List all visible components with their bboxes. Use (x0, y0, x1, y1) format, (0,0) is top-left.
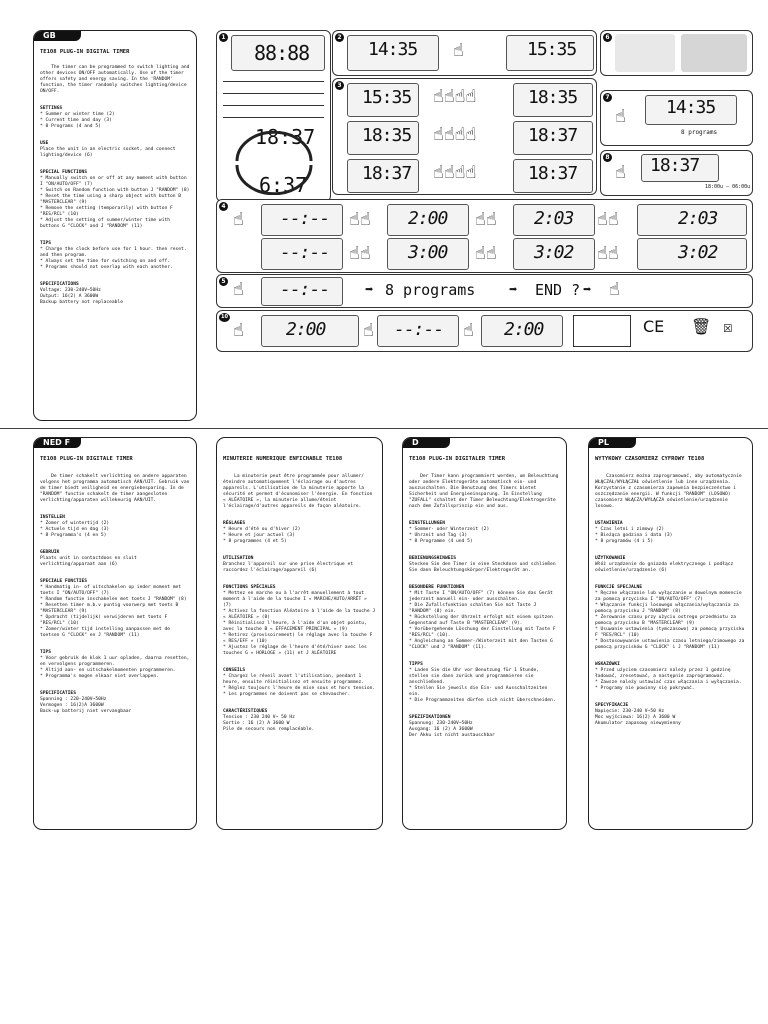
divider-line (223, 93, 324, 94)
timer-display (261, 315, 359, 347)
timer-display (347, 121, 419, 155)
pl-heading: WSKAZÓWKI (595, 662, 620, 667)
gb-intro: The timer can be programmed to switch lighting and other devices ON/OFF automatically. Use of the timer offers safety and energy saving. In the 'RANDOM' function, the timer randomly switches lighting/device ON/OFF. (40, 65, 193, 94)
timer-display (261, 238, 343, 270)
display-digits: 18:37 (528, 125, 578, 146)
step-number: 6 (603, 33, 612, 42)
step-5-panel (216, 274, 753, 308)
pl-heading: SPECYFIKACJE (595, 703, 629, 708)
de-heading: EINSTELLUNGEN (409, 521, 445, 526)
de-section: * Laden Sie die Uhr vor Benutzung für 1 Stunde, stellen sie dann zurück und programmieren sie anschließend. * Stellen Sie jeweils die Ein- und Ausschaltzeiten ein. * Die Programmzeiten dürfen sich nicht überschneiden. (409, 668, 556, 703)
timer-display (513, 204, 595, 236)
nl-panel (33, 437, 197, 830)
timer-display (377, 315, 459, 347)
gb-special-heading: SPECIAL FUNCTIONS (40, 170, 88, 175)
de-body (409, 468, 560, 745)
display-digits: 18:35 (362, 125, 412, 146)
weee-bin-icon: 🗑 (691, 317, 712, 336)
fr-section: * Chargez le réveil avant l'utilisation, pendant 1 heure, ensuite réinitialisez et ensuite programmez. * Réglez toujours l'heure de mise sous et hors tension. * Les programmes ne doivent pas se chevaucher. (223, 674, 376, 697)
nl-section: Spanning : 220-240V~50Hz Vermogen : 16(2)A 3600W Back-up batterij niet vervangbaar (40, 697, 132, 714)
timer-display (261, 277, 343, 306)
clock-time: 18:37 (255, 125, 316, 149)
step-number: 10 (219, 313, 230, 322)
display-digits: 14:35 (666, 97, 716, 118)
pl-title: WYTYKOWY CZASOMIERZ CYFROWY TE108 (595, 456, 705, 462)
de-intro: Der Timer kann programmiert werden, um Beleuchtung oder andere Elektrogeräte automatisch ein- und auszuschalten. Die Benutzung des Timers bietet Sicherheit und Energieeinsparung. In Einstellung "ZUFALL" schaltet der Timer Beleuchtung/Elektrogeräte nach dem Zufallsprinzip ein und aus. (409, 474, 562, 509)
step-8-panel (600, 150, 753, 196)
de-section: Spannung: 230-240V~50Hz Ausgang: 16 (2) A 3600W Der Akku ist nicht austauschbar (409, 721, 495, 738)
fr-heading: CARACTÉRISTIQUES (223, 709, 268, 714)
pl-section: * Przed użyciem czasomierz należy przez 1 godzinę ładować, zresetować, a następnie zaprogramować. * Zawsze należy ustawiać czas włączania i wyłączania. * Programy nie powinny się pokrywać. (595, 668, 742, 691)
fr-intro: La minuterie peut être programmée pour allumer/éteindre automatiquement l'éclairage ou d'autres appareils. L'utilisation de la minuterie apporte la sécurité et permet d'économiser l'énergie. En fonction « ALÉATOIRE », la minuterie allume/éteint l'éclairage/d'autres appareils de façon aléatoire. (223, 474, 376, 509)
step-number: 3 (335, 81, 344, 90)
display-digits: 2:00 (408, 208, 448, 229)
display-digits: --:-- (280, 279, 330, 300)
fr-heading: FONCTIONS SPÉCIALES (223, 585, 276, 590)
press-hand-icon: ☝☝ (349, 209, 371, 230)
pl-heading: USTAWIENIA (595, 521, 623, 526)
arrow-right-icon: ➡ (509, 282, 518, 298)
press-hand-icon: ☝☝☝☝ (433, 124, 477, 145)
press-hand-icon: ☝ (463, 320, 474, 341)
step-number: 5 (219, 277, 228, 286)
press-hand-icon: ☝☝ (475, 209, 497, 230)
timer-display (513, 121, 593, 155)
step-10-panel (216, 310, 753, 352)
pl-intro: Czasomierz można zaprogramować, aby automatycznie WŁĄCZAŁ/WYŁĄCZAŁ oświetlenie lub inne urządzenia. Korzystanie z czasomierza zapewnia bezpieczeństwo i oszczędzanie energii. W funkcji "RANDOM" (LOSOWO) czasomierz WŁĄCZA/WYŁĄCZA oświetlenie/urządzenie losowo. (595, 474, 745, 509)
nl-tab: NED F (33, 437, 81, 448)
pl-body (595, 468, 746, 733)
nl-section: * Voor gebruik de klok 1 uur opladen, daarna resetten, en vervolgens programmeren. * Altijd aan- en uitschakelmomenten programmeren. * Programma's mogen elkaar niet overlappen. (40, 656, 190, 679)
fr-heading: UTILISATION (223, 556, 254, 561)
display-digits: 18:35 (528, 87, 578, 108)
gb-use: Place the unit in an electric socket, and connect lighting/device (6) (40, 147, 179, 158)
gb-tips-heading: TIPS (40, 241, 52, 246)
programs-label: 8 programs (385, 281, 476, 299)
display-digits: --:-- (394, 319, 444, 340)
gb-tips: * Charge the clock before use for 1 hour. then reset. and then program. * Always set the time for switching on and off. * Programs should not overlap with each another. (40, 247, 187, 270)
gb-use-heading: USE (40, 141, 49, 146)
display-digits: 15:35 (527, 39, 577, 60)
nl-heading: INSTELLEN (40, 515, 65, 520)
de-heading: SPEZIFIKATIONEN (409, 715, 451, 720)
press-hand-icon: ☝ (233, 320, 244, 341)
display-digits: 2:03 (678, 208, 718, 229)
press-hand-icon: ☝☝ (597, 243, 619, 264)
end-label: END ? (535, 281, 581, 299)
pl-heading: FUNKCJE SPECJALNE (595, 585, 643, 590)
nl-section: * Handmatig in- of uitschakelen op ieder moment met toets I "ON/AUTO/OFF" (7) * Random functie inschakelen met toets J "RANDOM" (8) * Resetten timer m.b.v puntig voorwerp met toets B "MASTERCLEAR" (9) * Opdracht (tijdelijk) verwijderen met toets F "RES/RCL" (10) * Zomer/winter tijd instelling aanpassen met de toetsen G "CLOCK" en J "RANDOM" (11) (40, 585, 187, 638)
fr-section: * Heure d'été ou d'hiver (2) * Heure et jour actuel (3) * 8 programmes (4 et 5) (223, 527, 301, 544)
press-hand-icon: ☝ (615, 162, 626, 183)
pl-heading: UŻYTKOWANIE (595, 556, 626, 561)
nl-heading: TIPS (40, 650, 52, 655)
display-digits: 2:00 (286, 319, 326, 340)
press-hand-icon: ☝ (609, 279, 620, 300)
nl-intro: De timer schakelt verlichting en andere apparaten volgens het programma automatisch AAN/UIT. Gebruik van de timer biedt veiligheid en energiebesparing. In de "RANDOM" functie schakelt de timer aangesloten verlichting/apparaten willekeurig AAN/UIT. (40, 474, 193, 503)
no-disposal-icon: ☒ (723, 317, 733, 336)
timer-display (513, 159, 593, 193)
step-number: 1 (219, 33, 228, 42)
gb-title: TE108 PLUG-IN DIGITAL TIMER (40, 49, 130, 55)
pl-section: * Ręczne włączanie lub wyłączanie w dowolnym momencie za pomocą przycisku I "ON/AUTO/OFF" (7) * Włączanie funkcji losowego włączania/wyłączania za pomocą przycisku J "RANDOM" (8) * Zerowanie czasu przy użyciu ostrego przedmiotu za pomocą przycisku B "MASTERCLEAR" (9) * Usuwanie ustawienia (tymczasowo) za pomocą przycisku F "RES/RCL" (10) * Dostosowywanie ustawienia czasu letniego/zimowego za pomocą przycisków G "CLOCK" i J "RANDOM" (11) (595, 591, 745, 650)
display-digits: 18:37 (362, 163, 412, 184)
gb-settings: * Summer or winter time (2) * Current time and day (3) * 8 Programs (4 and 5) (40, 112, 115, 129)
timer-display (387, 238, 469, 270)
de-panel (402, 437, 567, 830)
de-section: Stecken Sie den Timer in eine Steckdose und schließen Sie dann Beleuchtungskörper/Elektrogerät an. (409, 562, 559, 573)
press-hand-icon: ☝ (233, 279, 244, 300)
de-heading: BESONDERE FUNKTIONEN (409, 585, 465, 590)
timer-display (637, 238, 747, 270)
display-digits: 3:02 (678, 242, 718, 263)
step-number: 7 (603, 93, 612, 102)
timer-display (387, 204, 469, 236)
display-digits: 14:35 (368, 39, 418, 60)
display-digits: 2:03 (534, 208, 574, 229)
arrow-right-icon: ➡ (365, 282, 374, 298)
display-digits: 3:02 (534, 242, 574, 263)
nl-section: Plaats unit in contactdoos en sluit verlichting/apparaat aan (6) (40, 556, 140, 567)
gb-spec-heading: SPECIFICATIONS (40, 282, 79, 287)
step-2-panel (332, 30, 597, 76)
step-3-panel (332, 78, 597, 195)
arrow-right-icon: ➡ (583, 282, 592, 298)
press-hand-icon: ☝☝ (597, 209, 619, 230)
display-digits: 15:35 (362, 87, 412, 108)
display-digits: 88:88 (254, 41, 310, 65)
de-tab: D (402, 437, 450, 448)
display-digits: 3:00 (408, 242, 448, 263)
nl-heading: GEBRUIK (40, 550, 60, 555)
de-section: * Sommer- oder Winterzeit (2) * Uhrzeit und Tag (3) * 8 Programme (4 und 5) (409, 527, 490, 544)
fr-body (223, 468, 376, 739)
rating-label (573, 315, 631, 347)
socket-photo (615, 34, 675, 72)
timer-display (637, 204, 747, 236)
press-hand-icon: ☝☝☝☝ (433, 86, 477, 107)
timer-display (513, 83, 593, 117)
timer-display (645, 95, 737, 125)
de-section: * Mit Taste I "ON/AUTO/OFF" (7) können Sie das Gerät jederzeit manuell ein- oder ausschalten. * Die Zufallsfunktion schalten Sie mit Taste J "RANDOM" (8) ein. * Rückstellung der Uhrzeit erfolgt mit einem spitzen Gegenstand auf Taste B "MASTERCLEAR" (9). * Vorübergehende Löschung der Einstellung mit Taste F "RES/RCL" (10). * Angleichung an Sommer-/Winterzeit mit den Tasten G "CLOCK" und J "RANDOM" (11). (409, 591, 556, 650)
step-6-panel (600, 30, 753, 76)
fr-panel (216, 437, 383, 830)
pl-section: Napięcie: 230-240 V~50 Hz Moc wyjściowa: 16(2) A 3600 W Akumulator zapasowy niewymienny (595, 709, 681, 726)
de-heading: BEDIENUNGSHINWEIS (409, 556, 457, 561)
press-hand-icon: ☝ (233, 209, 244, 230)
fr-section: * Mettez en marche ou à l'arrêt manuellement à tout moment à l'aide de la touche I « MARCHE/AUTO/ARRÊT » (7) * Activez la fonction Aléatoire à l'aide de la touche J « ALÉATOIRE » (8) * Réinitialisez l'heure, à l'aide d'un objet pointu, avec la touche B « EFFACEMENT PRINCIPAL » (9) * Retirez (provisoirement) le réglage avec la touche F « RES/EFF » (10) * Ajustez le réglage de l'heure d'été/hiver avec les touches G « HORLOGE » (11) et J ALÉATOIRE (223, 591, 376, 656)
gb-special: * Manually switch on or off at any moment with button I "ON/AUTO/OFF" (7) * Switch on Random function with button J "RANDOM" (8) * Reset the time using a sharp object with button B "MASTERCLEAR" (9) * Remove the setting (temporarily) with button F "RES/RCL" (10) * Adjust the setting of summer/winter time with buttons G "CLOCK" and J "RANDOM" (11) (40, 176, 190, 229)
step-4-panel (216, 199, 753, 273)
de-heading: TIPPS (409, 662, 423, 667)
divider-line (223, 105, 324, 106)
de-title: TE108 PLUG-IN DIGITALER TIMER (409, 456, 506, 462)
timer-display (513, 238, 595, 270)
display-digits: 18:37 (528, 163, 578, 184)
timer-display (261, 204, 343, 236)
press-hand-icon: ☝ (363, 320, 374, 341)
gb-tab: GB (33, 30, 81, 41)
divider-line (223, 81, 324, 82)
gb-panel (33, 30, 197, 421)
cycle-arrows-icon (227, 131, 321, 195)
fr-section: Branchez l'appareil sur une prise électrique et raccordez l'éclairage/appareil (6) (223, 562, 356, 573)
nl-body (40, 468, 193, 721)
step-number: 2 (335, 33, 344, 42)
display-digits: --:-- (280, 242, 330, 263)
press-hand-icon: ☝☝☝☝ (433, 162, 477, 183)
step-number: 4 (219, 202, 228, 211)
nl-heading: SPECIALE FUNCTIES (40, 579, 88, 584)
divider-line (223, 117, 324, 118)
fr-heading: RÉGLAGES (223, 521, 246, 526)
display-digits: 18:37 (650, 155, 700, 176)
ce-mark: CE (643, 317, 665, 336)
timer-display (506, 35, 594, 71)
press-hand-icon: ☝☝ (349, 243, 371, 264)
press-hand-icon: ☝ (453, 40, 464, 61)
step-7-panel (600, 90, 753, 146)
page-divider (0, 428, 768, 429)
pl-tab: PL (588, 437, 636, 448)
programs-caption: 8 programs (681, 129, 718, 136)
timer-display (347, 159, 419, 193)
pl-panel (588, 437, 753, 830)
nl-heading: SPECIFICATIES (40, 691, 76, 696)
fr-title: MINUTERIE NUMERIQUE ENFICHABLE TE108 (223, 456, 343, 462)
clock-time-2: 6:37 (259, 173, 308, 197)
gb-spec: Voltage: 230-240V~50Hz Output: 16(2) A 3600W Backup battery not replaceable (40, 288, 123, 305)
press-hand-icon: ☝ (615, 106, 626, 127)
timer-display (347, 35, 439, 71)
display-digits: --:-- (280, 208, 330, 229)
pl-section: * Czas letni i zimowy (2) * Bieżąca godzina i data (3) * 8 programów (4 i 5) (595, 527, 673, 544)
timer-display (347, 83, 419, 117)
timer-display (481, 315, 563, 347)
display-digits: 2:00 (504, 319, 544, 340)
step-number: 8 (603, 153, 612, 162)
fr-heading: CONSEILS (223, 668, 246, 673)
timer-display (641, 154, 719, 182)
random-range: 18:00u – 06:00u (705, 184, 751, 190)
gb-body (40, 59, 193, 312)
pl-section: Włóż urządzenie do gniazda elektrycznego i podłącz oświetlenie/urządzenie (6) (595, 562, 737, 573)
gb-settings-heading: SETTINGS (40, 106, 63, 111)
nl-section: * Zomer of wintertijd (2) * Actuele tijd en dag (3) * 8 Programma's (4 en 5) (40, 521, 110, 538)
timer-display (231, 35, 325, 71)
fr-section: Tension : 230 240 V~ 50 Hz Sortie : 16 (2) A 3600 W Pile de secours non remplacéable. (223, 715, 315, 732)
press-hand-icon: ☝☝ (475, 243, 497, 264)
step-1-panel (216, 30, 331, 202)
nl-title: TE108 PLUG-IN DIGITALE TIMER (40, 456, 133, 462)
plug-photo (681, 34, 747, 72)
